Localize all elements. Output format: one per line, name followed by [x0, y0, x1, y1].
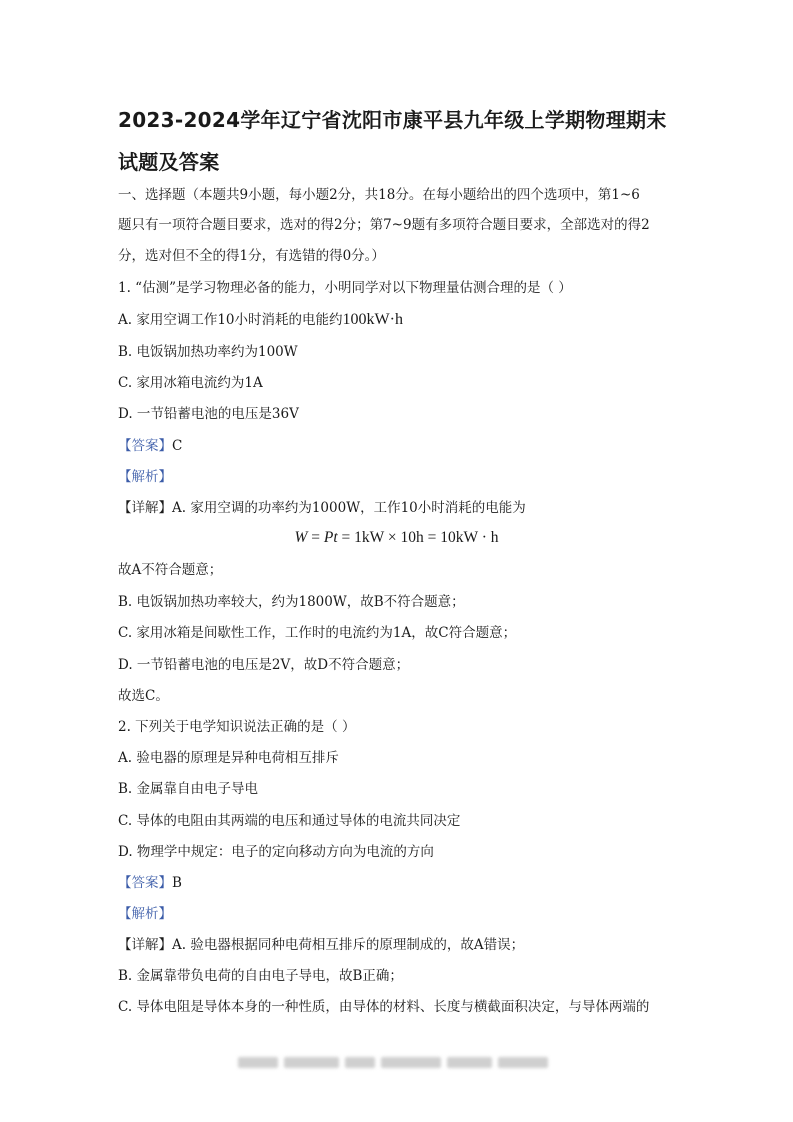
- section-intro-line-3: 分，选对但不全的得1分，有选错的得0分。）: [118, 248, 385, 264]
- question-1-detail: [118, 499, 678, 517]
- detail-text: A. 验电器根据同种电荷相互排斥的原理制成的，故A错误；: [172, 937, 525, 953]
- question-2-option-c: C. 导体的电阻由其两端的电压和通过导体的电流共同决定: [118, 813, 461, 829]
- question-1-explain-line: B. 电饭锅加热功率较大，约为1800W，故B不符合题意；: [118, 594, 465, 610]
- question-1-option-b: B. 电饭锅加热功率约为100W: [118, 344, 298, 360]
- formula-pt: Pt: [323, 529, 338, 546]
- question-1-option-d: D. 一节铅蓄电池的电压是36V: [118, 406, 299, 422]
- analysis-label: 【解析】: [118, 906, 172, 922]
- question-2-option-b: B. 金属靠自由电子导电: [118, 781, 259, 797]
- question-2-answer: [118, 874, 678, 892]
- analysis-label: 【解析】: [118, 469, 172, 485]
- energy-formula: [0, 529, 793, 547]
- question-1-explain-line: D. 一节铅蓄电池的电压是2V，故D不符合题意；: [118, 657, 410, 673]
- question-1-explain-line: 故A不符合题意；: [118, 562, 223, 578]
- question-2-option-d: D. 物理学中规定：电子的定向移动方向为电流的方向: [118, 844, 434, 860]
- blurred-footer-watermark: [238, 1055, 556, 1069]
- question-1-stem: 1. “估测”是学习物理必备的能力，小明同学对以下物理量估测合理的是（ ）: [118, 280, 572, 296]
- answer-value: B: [172, 875, 182, 891]
- question-2-stem: 2. 下列关于电学知识说法正确的是（ ）: [118, 719, 356, 735]
- document-title-line-2: 试题及答案: [118, 150, 220, 174]
- question-1-analysis-label: [118, 468, 678, 486]
- detail-label: 【详解】: [118, 937, 172, 953]
- question-1-explain-line: 故选C。: [118, 688, 169, 704]
- question-2-option-a: A. 验电器的原理是异种电荷相互排斥: [118, 750, 339, 766]
- answer-label: 【答案】: [118, 438, 172, 454]
- question-2-explain-line: C. 导体电阻是导体本身的一种性质，由导体的材料、长度与横截面积决定，与导体两端的: [118, 999, 650, 1015]
- document-title-line-1: 2023-2024学年辽宁省沈阳市康平县九年级上学期物理期末: [118, 108, 667, 132]
- question-2-explain-line: B. 金属靠带负电荷的自由电子导电，故B正确；: [118, 968, 403, 984]
- detail-label: 【详解】: [118, 500, 172, 516]
- question-1-answer: [118, 437, 678, 455]
- answer-label: 【答案】: [118, 875, 172, 891]
- option-a-math: 100kW·h: [342, 311, 403, 328]
- detail-text: A. 家用空调的功率约为1000W，工作10小时消耗的电能为: [172, 500, 526, 516]
- question-1-option-a: [118, 311, 678, 329]
- answer-value: C: [172, 438, 183, 454]
- formula-rest: = 1kW × 10h = 10kW · h: [337, 529, 499, 546]
- option-a-text: A. 家用空调工作10小时消耗的电能约: [118, 312, 343, 328]
- question-2-detail: [118, 936, 678, 954]
- formula-w: W: [294, 529, 308, 546]
- question-1-explain-line: C. 家用冰箱是间歇性工作，工作时的电流约为1A，故C符合题意；: [118, 625, 517, 641]
- formula-equals: =: [307, 529, 324, 546]
- question-2-analysis-label: [118, 905, 678, 923]
- question-1-option-c: C. 家用冰箱电流约为1A: [118, 375, 263, 391]
- section-intro-line-1: 一、选择题（本题共9小题，每小题2分，共18分。在每小题给出的四个选项中，第1~6: [118, 187, 640, 203]
- section-intro-line-2: 题只有一项符合题目要求，选对的得2分；第7~9题有多项符合题目要求，全部选对的得2: [118, 217, 650, 233]
